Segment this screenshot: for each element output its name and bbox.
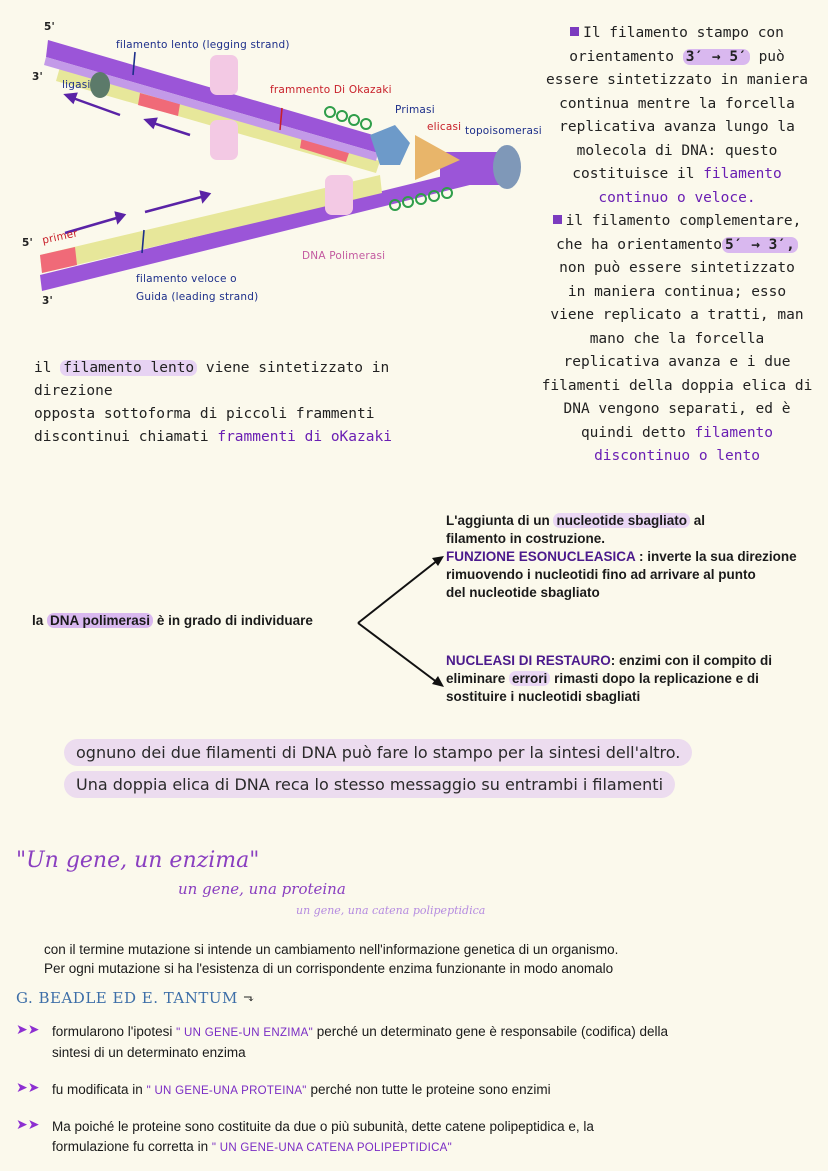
p1-last-pre: costituisce il [572, 166, 695, 182]
bullet1-line2: sintesi di un determinato enzima [52, 1045, 246, 1060]
script-heading-2: un gene, una proteina [178, 880, 346, 898]
left-line1-post: viene sintetizzato in direzione [34, 360, 390, 399]
script-heading-1: "Un gene, un enzima" [16, 848, 260, 873]
primer-label: primer [41, 227, 79, 247]
left-pre: il [34, 360, 52, 376]
p1-line: molecola di DNA: questo [576, 142, 778, 159]
box-line-2: Una doppia elica di DNA reca lo stesso messaggio su entrambi i filamenti [64, 771, 675, 798]
p1-orient: 3′ → 5′ [683, 49, 750, 65]
branch-arrows-icon [350, 548, 450, 693]
p2-line: mano che la forcella [589, 330, 765, 347]
p2-line: replicativa avanza e i due [563, 354, 791, 370]
bullet-square-icon [553, 215, 562, 224]
corner-arrow-icon: ⬎ [243, 992, 255, 1007]
pol-bottom-line2-pre: eliminare [446, 671, 506, 686]
nucleasi-note [446, 652, 821, 706]
left-line2: opposta sottoforma di piccoli frammenti [34, 406, 375, 422]
three-prime-bottom: 3' [42, 295, 53, 307]
pol-left-hl: DNA polimerasi [47, 613, 153, 628]
p1-last-hl: filamento [703, 166, 782, 182]
topoisomerasi-label: topoisomerasi [465, 125, 542, 137]
p1-last-hl2: continuo o veloce. [598, 189, 756, 206]
pol-top-line1-hl: nucleotide sbagliato [553, 513, 690, 528]
pol-bottom-line2-post: rimasti dopo la replicazione e di [554, 671, 759, 686]
p1-line: continua mentre la forcella [559, 95, 795, 112]
bullet3-line2-pre: formulazione fu corretta in [52, 1139, 209, 1154]
okazaki-label: frammento Di Okazaki [270, 84, 392, 96]
pol-bottom-line2-hl: errori [509, 671, 550, 686]
beadle-title [16, 989, 255, 1007]
polimerasi-root [32, 612, 313, 630]
p2-first-line: il filamento complementare, [565, 213, 802, 229]
pol-bottom-fn: NUCLEASI DI RESTAURO [446, 653, 611, 668]
double-arrow-icon: ➤➤ [16, 1117, 40, 1133]
five-prime-bottom: 5' [22, 237, 33, 249]
bullet2-pre: fu modificata in [52, 1082, 143, 1097]
p2-last-pre: quindi detto [580, 424, 686, 441]
pol-top-fn: FUNZIONE ESONUCLEASICA [446, 549, 636, 564]
beadle-bullet-3 [16, 1117, 816, 1158]
topoisomerase-icon [493, 145, 521, 189]
bullet3-pre: Ma poiché le proteine sono costituite da due o più subunità, dette catene polipeptidica e, la [52, 1119, 594, 1134]
bullet1-post: perché un determinato gene è responsabile (codifica) della [316, 1024, 668, 1039]
p2-line: non può essere sintetizzato [559, 260, 795, 276]
pol-top-fn-post: : inverte la sua direzione [639, 549, 797, 564]
elicasi-label: elicasi [427, 121, 462, 133]
ligasi-label: ligasi [62, 79, 91, 91]
esonucleasica-note [446, 512, 821, 602]
leading-strand-label-2: Guida (leading strand) [136, 291, 259, 303]
lagging-strand-label: filamento lento (legging strand) [116, 39, 290, 51]
pol-top-line2: filamento in costruzione. [446, 531, 606, 546]
right-explanation [538, 22, 816, 469]
replication-fork-illustration [20, 15, 540, 315]
pol-left-post: è in grado di individuare [156, 613, 313, 628]
left-line3-hl: frammenti di oKazaki [217, 429, 392, 445]
double-arrow-icon: ➤➤ [16, 1022, 40, 1038]
p1-line: replicativa avanza lungo la [559, 119, 795, 135]
p1-first-line: Il filamento stampo con [583, 25, 784, 41]
pol-bottom-post: : enzimi con il compito di [610, 653, 773, 668]
mutation-line-1: con il termine mutazione si intende un cambiamento nell'informazione genetica di un organismo. [44, 942, 619, 957]
five-prime-top: 5' [44, 21, 55, 33]
pol-top-line1-pre: L'aggiunta di un [446, 513, 550, 528]
beadle-bullet-1 [16, 1022, 816, 1063]
p2-orient-pre: che ha orientamento [556, 236, 723, 253]
primasi-label: Primasi [395, 104, 435, 116]
p2-orient: 5′ → 3′, [722, 237, 798, 253]
box-line-1: ognuno dei due filamenti di DNA può fare lo stampo per la sintesi dell'altro. [64, 739, 692, 766]
three-prime-top: 3' [32, 71, 43, 83]
bullet2-post: perché non tutte le proteine sono enzimi [310, 1082, 551, 1097]
p2-last-hl: filamento [694, 424, 774, 441]
bullet1-caps: " UN GENE-UN ENZIMA" [176, 1027, 313, 1039]
leading-strand [40, 162, 502, 291]
bullet1-pre: formularono l'ipotesi [52, 1024, 173, 1039]
pol-top-line1-post: al [693, 513, 706, 528]
pol-top-line4: rimuovendo i nucleotidi fino ad arrivare al punto [446, 567, 756, 582]
p1-orient-post: può [758, 48, 785, 65]
p2-line: in maniera continua; esso [567, 283, 787, 300]
pol-top-line5: del nucleotide sbagliato [446, 585, 600, 600]
pol-bottom-line3: sostituire i nucleotidi sbagliati [446, 689, 641, 704]
replication-diagram [20, 15, 540, 315]
beadle-bullet-2 [16, 1080, 816, 1101]
script-heading-3: un gene, una catena polipeptidica [296, 904, 486, 917]
left-hl: filamento lento [60, 360, 197, 376]
ligase-icon [90, 72, 110, 98]
p2-last-hl2: discontinuo o lento [594, 448, 760, 464]
bullet3-caps: " UN GENE-UNA CATENA POLIPEPTIDICA" [211, 1142, 453, 1154]
double-arrow-icon: ➤➤ [16, 1080, 40, 1096]
p1-line: essere sintetizzato in maniera [546, 72, 808, 88]
p1-orient-pre: orientamento [569, 48, 674, 65]
p2-line: DNA vengono separati, ed è [563, 401, 791, 417]
pol-left-pre: la [32, 613, 44, 628]
left-line3-pre: discontinui chiamati [34, 429, 209, 445]
mutation-line-2: Per ogni mutazione si ha l'esistenza di un corrispondente enzima funzionante in modo anomalo [44, 961, 614, 976]
lagging-explanation [34, 357, 464, 449]
p2-line: viene replicato a tratti, man [550, 307, 804, 323]
bullet2-caps: " UN GENE-UNA PROTEINA" [146, 1085, 307, 1097]
leading-strand-label-1: filamento veloce o [136, 273, 237, 285]
p2-line: filamenti della doppia elica di [541, 377, 813, 394]
bullet-square-icon [570, 27, 579, 36]
dna-polimerasi-bottom-icon [325, 175, 353, 215]
dna-polimerasi-label: DNA Polimerasi [302, 250, 386, 262]
beadle-title-text: G. BEADLE ED E. TANTUM [16, 989, 238, 1007]
